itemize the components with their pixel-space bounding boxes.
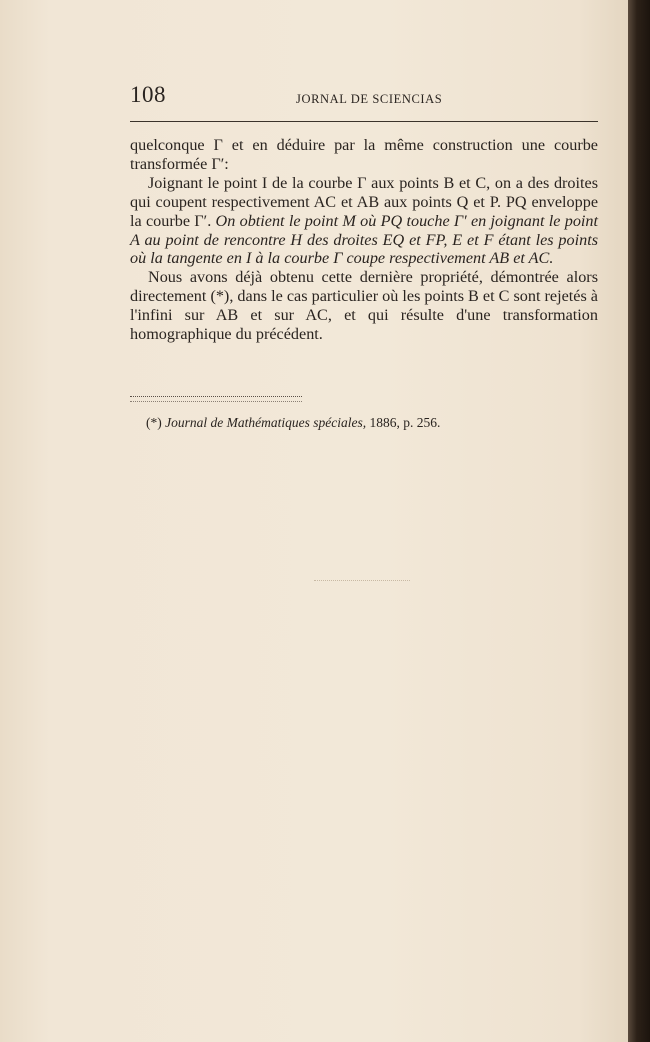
footnote xyxy=(146,414,586,431)
page-number: 108 xyxy=(130,82,166,107)
footnote-separator xyxy=(130,396,302,402)
paragraph-2 xyxy=(130,174,598,269)
page-header xyxy=(130,82,598,122)
paragraph-1: quelconque Γ et en déduire par la même construction une courbe transformée Γ′: xyxy=(130,136,598,173)
page-edge-shadow xyxy=(628,0,650,1042)
footnote-details: 1886, p. 256. xyxy=(369,415,441,430)
body-text xyxy=(130,136,598,344)
paragraph-2-italic: On obtient le point M où PQ touche Γ′ en joignant le point A au point de rencontre H des droites EQ et FP, E et F étant les points où la tangente en I à la courbe Γ coupe respectivement AB et AC. xyxy=(130,211,599,268)
footnote-source: Journal de Mathématiques spéciales, xyxy=(165,415,367,430)
header-rule xyxy=(130,121,598,122)
paragraph-2-plain: Joignant le point I de la courbe Γ aux points B et C, on a des droites qui coupent respectivement AC et AB aux points Q et P. PQ enveloppe la courbe Γ′. xyxy=(130,173,598,230)
paragraph-3: Nous avons déjà obtenu cette dernière propriété, démontrée alors directement (*), dans le cas particulier où les points B et C sont rejetés à l'infini sur AB et sur AC, et qui résulte d'une transformation homographique du précédent. xyxy=(130,268,598,344)
show-through-ornament xyxy=(314,580,410,584)
footnote-marker: (*) xyxy=(146,415,162,430)
running-title: JORNAL DE SCIENCIAS xyxy=(296,92,443,106)
